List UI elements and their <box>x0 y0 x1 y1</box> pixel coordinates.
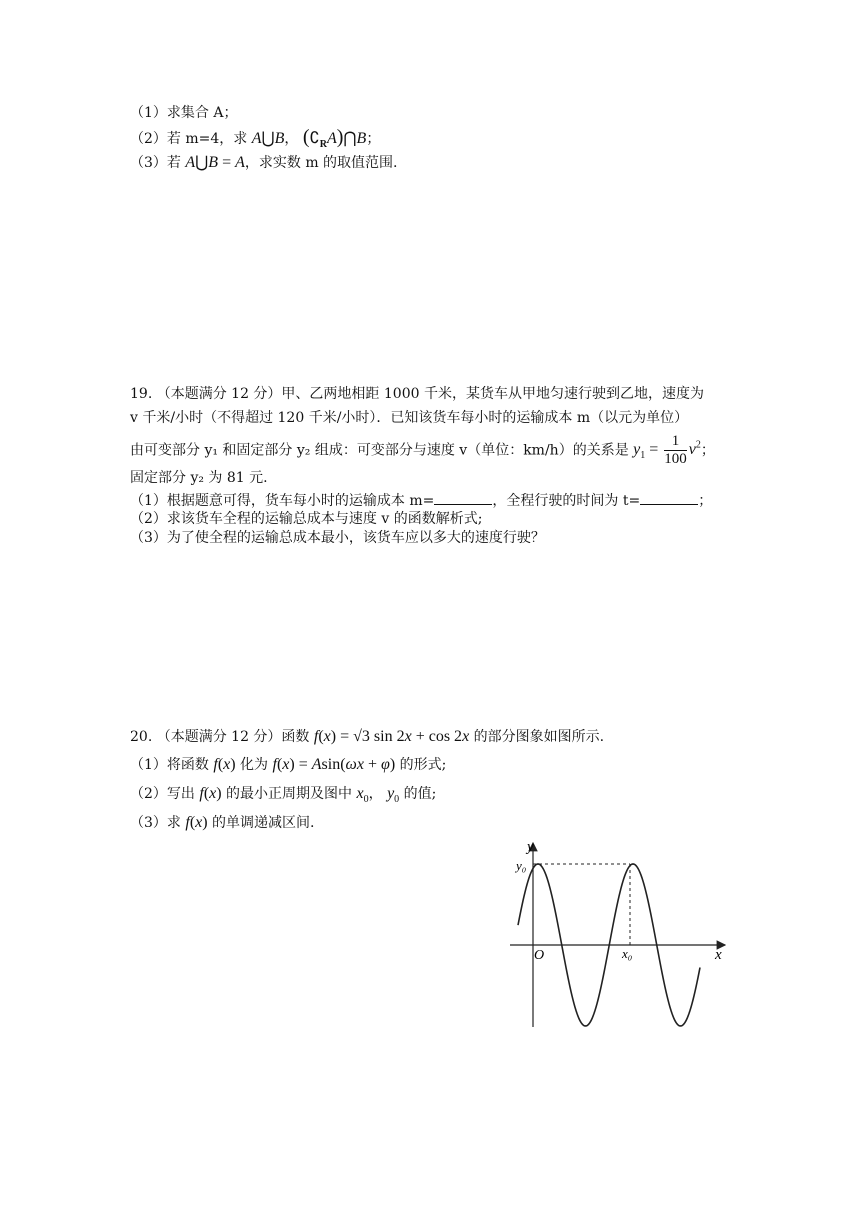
q20-x0: $x_0$ <box>356 785 369 806</box>
q19-line4: 固定部分 y₂ 为 81 元. <box>130 470 268 486</box>
q19-line2: v 千米/小时（不得超过 120 千米/小时）．已知该货车每小时的运输成本 m（以元为单位） <box>130 410 689 426</box>
q20-sub1-a: （1）将函数 <box>130 757 209 773</box>
q19-blank-t[interactable] <box>640 490 698 505</box>
q19-fraction: $\frac{1}{100}$ <box>664 433 687 468</box>
q20-y0: $y_0$ <box>387 785 400 806</box>
q18-part3 <box>130 153 398 173</box>
x0-label: x₀ <box>622 946 633 961</box>
q20-sub1 <box>130 755 446 775</box>
q19-line1: 19. （本题满分 12 分）甲、乙两地相距 1000 千米，某货车从甲地匀速行驶到乙地，速度为 <box>130 386 704 402</box>
q20-target-form: f(x) = Asin(ωx + φ) <box>272 756 396 773</box>
y0-label: y₀ <box>516 858 527 873</box>
q18-part1: （1）求集合 A； <box>130 105 238 121</box>
q20-sub3 <box>130 813 315 833</box>
q20-sub2-a: （2）写出 <box>130 786 195 802</box>
q20-fx: f(x) <box>213 756 236 773</box>
q20-function-def: f(x) = √3 sin 2x + cos 2x <box>313 728 470 745</box>
q18-complement-expr: $(∁_RA)⋂B$ <box>302 126 367 151</box>
q20-sub2-b: 的最小正周期及图中 <box>226 786 353 802</box>
q20-fx-2: f(x) <box>199 785 222 802</box>
q18-condition-expr: A⋃B = A <box>185 154 245 171</box>
x-axis-label: x <box>715 947 722 963</box>
origin-label: O <box>534 948 545 963</box>
q19-sub1-a: （1）根据题意可得，货车每小时的运输成本 m= <box>130 493 435 509</box>
q20-line1 <box>130 727 604 747</box>
q19-line3: 由可变部分 y₁ 和固定部分 y₂ 组成：可变部分与速度 v（单位：km/h）的关系是 $y_1$ = $\frac{1}{100}$ $v^2$； <box>130 433 715 468</box>
y-axis-label: y <box>527 839 534 855</box>
q19-line3-text: 由可变部分 y₁ 和固定部分 y₂ 组成：可变部分与速度 v（单位：km/h）的关系是 <box>130 442 629 459</box>
q20-sub2-c: ， <box>368 786 383 802</box>
q18-part2 <box>130 127 380 155</box>
q20-sub3-b: 的单调递减区间. <box>212 815 315 831</box>
q20-fx-3: f(x) <box>185 814 208 831</box>
q19-sub1 <box>130 490 712 511</box>
q19-sub3: （3）为了使全程的运输总成本最小，该货车应以多大的速度行驶？ <box>130 530 545 546</box>
q19-sub1-c: ； <box>698 493 713 509</box>
q20-sub1-c: 的形式; <box>399 757 447 773</box>
q18-part2-sep: ， <box>284 131 299 147</box>
q19-sub1-b: ，全程行驶的时间为 t= <box>492 493 641 509</box>
q20-sub2-d: 的值; <box>403 786 437 802</box>
q18-union-expr: A⋃B <box>251 130 285 147</box>
q18-part2-lead: （2）若 m=4，求 <box>130 131 248 147</box>
q20-sub3-a: （3）求 <box>130 815 181 831</box>
q18-part2-end: ； <box>366 131 381 147</box>
q19-blank-m[interactable] <box>434 490 492 505</box>
q19-formula-y1: $y_1$ = $\frac{1}{100}$ $v^2$ <box>633 433 701 468</box>
q20-sub2 <box>130 784 436 810</box>
q18-part3-lead: （3）若 <box>130 155 181 171</box>
q18-part3-tail: ，求实数 m 的取值范围. <box>244 155 398 171</box>
q20-line1-b: 的部分图象如图所示. <box>473 729 605 745</box>
function-graph <box>505 835 745 1035</box>
q19-sub2: （2）求该货车全程的运输总成本与速度 v 的函数解析式; <box>130 511 483 527</box>
q20-line1-a: 20. （本题满分 12 分）函数 <box>130 729 310 745</box>
q20-sub1-b: 化为 <box>240 757 269 773</box>
